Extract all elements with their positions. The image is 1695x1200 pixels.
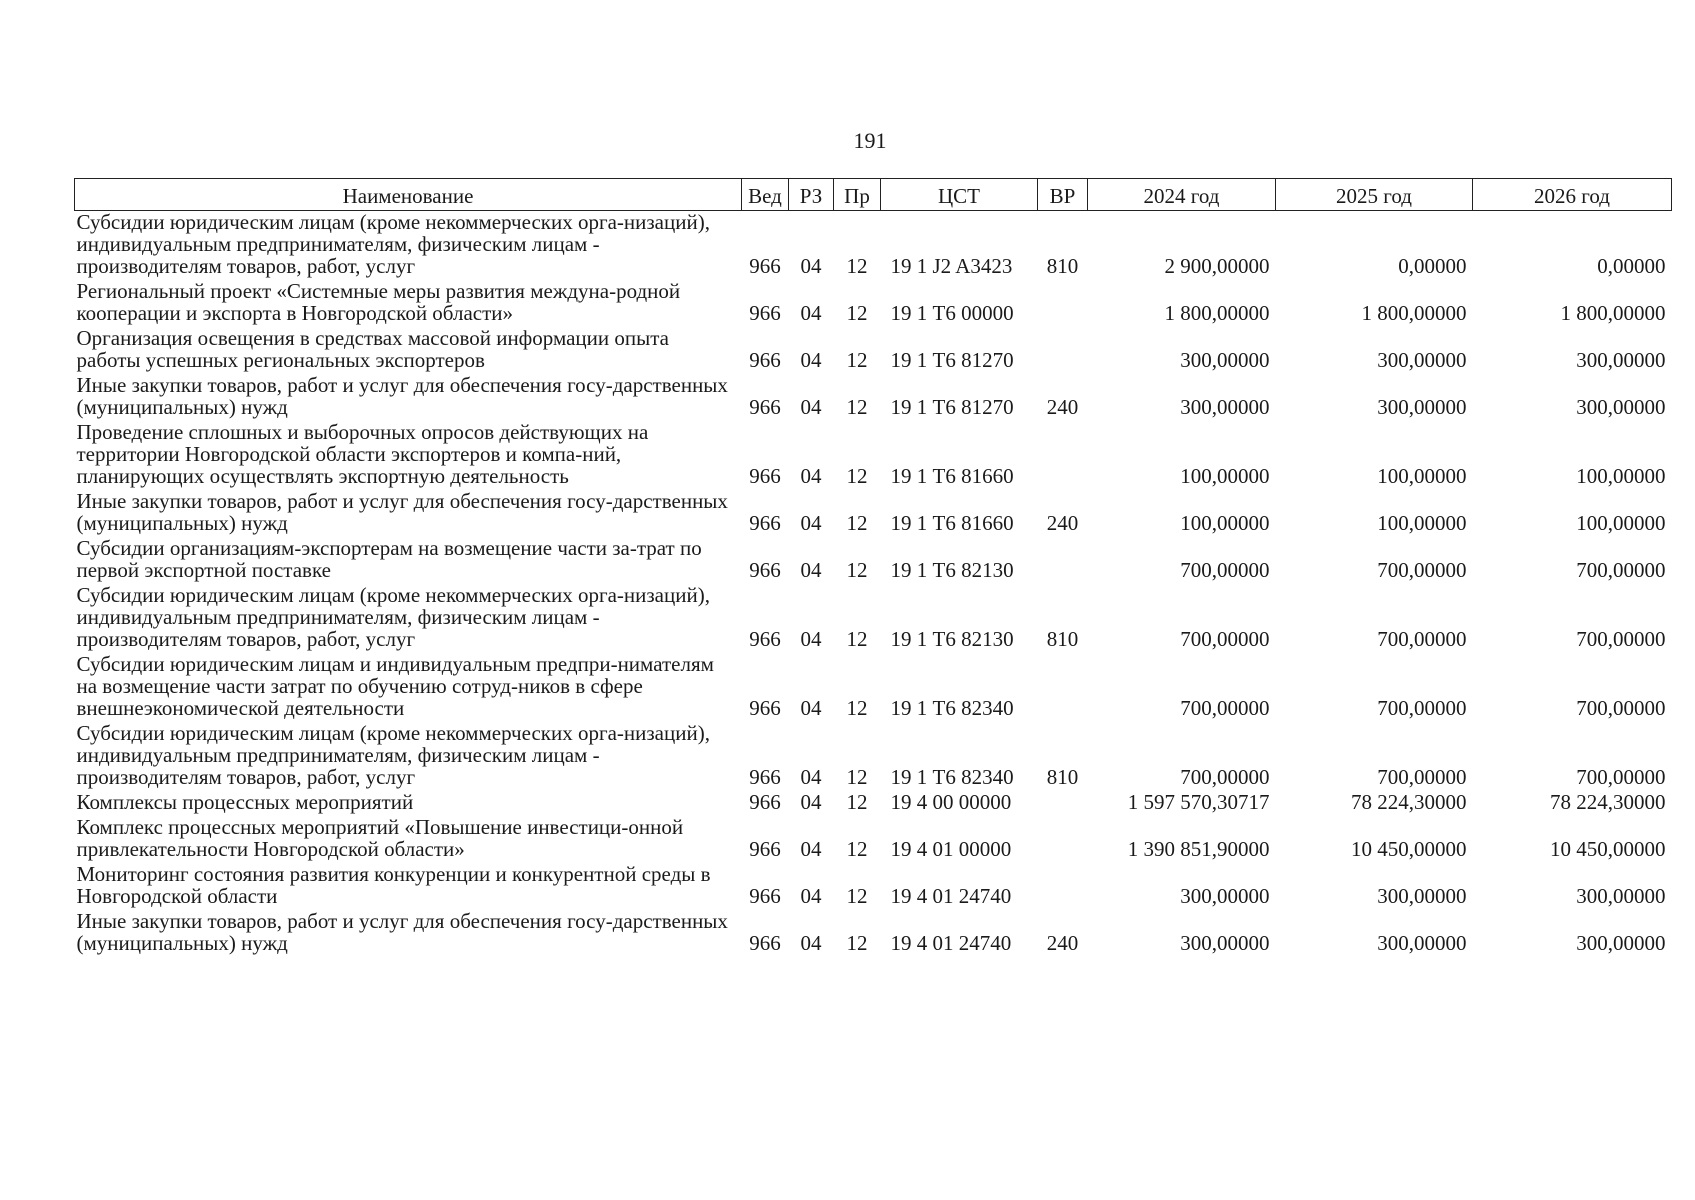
row-pr: 12 bbox=[846, 254, 868, 278]
row-2024: 300,00000 bbox=[1180, 884, 1270, 908]
row-2024: 100,00000 bbox=[1180, 464, 1270, 488]
table-row bbox=[75, 421, 1672, 490]
row-2024: 1 390 851,90000 bbox=[1127, 837, 1270, 861]
row-2024: 700,00000 bbox=[1180, 627, 1270, 651]
row-2024: 700,00000 bbox=[1180, 696, 1270, 720]
row-vr: 240 bbox=[1046, 511, 1079, 535]
row-vr bbox=[1038, 816, 1088, 863]
row-name: Комплекс процессных мероприятий «Повышение инвестици-онной привлекательности Новгородской области» bbox=[76, 815, 684, 861]
table-row bbox=[75, 211, 1672, 281]
row-pr: 12 bbox=[846, 464, 868, 488]
page-number: 191 bbox=[853, 128, 887, 153]
col-header-name: Наименование bbox=[75, 179, 742, 211]
row-2025: 1 800,00000 bbox=[1361, 301, 1467, 325]
row-2026: 300,00000 bbox=[1576, 884, 1666, 908]
row-rz: 04 bbox=[800, 395, 822, 419]
row-name: Субсидии юридическим лицам (кроме некоммерческих орга-низаций), индивидуальным предпринимателям, физическим лицам - производителям товаров, работ, услуг bbox=[76, 583, 710, 651]
row-rz: 04 bbox=[800, 301, 822, 325]
col-header-pr: Пр bbox=[834, 179, 881, 211]
row-2025: 700,00000 bbox=[1377, 696, 1467, 720]
row-vr: 810 bbox=[1046, 627, 1079, 651]
row-ved: 966 bbox=[749, 790, 781, 814]
table-row bbox=[75, 722, 1672, 791]
table-row bbox=[75, 863, 1672, 910]
row-2024: 100,00000 bbox=[1180, 511, 1270, 535]
row-2026: 300,00000 bbox=[1576, 931, 1666, 955]
row-ved: 966 bbox=[749, 696, 781, 720]
col-header-2025: 2025 год bbox=[1276, 179, 1473, 211]
row-name: Комплексы процессных мероприятий bbox=[76, 790, 414, 814]
row-pr: 12 bbox=[846, 696, 868, 720]
row-2025: 10 450,00000 bbox=[1351, 837, 1467, 861]
row-vr bbox=[1038, 863, 1088, 910]
row-ved: 966 bbox=[749, 254, 781, 278]
row-cst: 19 4 01 24740 bbox=[890, 931, 1012, 955]
row-cst: 19 1 Т6 81660 bbox=[890, 464, 1014, 488]
row-2024: 300,00000 bbox=[1180, 931, 1270, 955]
row-cst: 19 1 Т6 82130 bbox=[890, 627, 1014, 651]
row-rz: 04 bbox=[800, 696, 822, 720]
row-2025: 300,00000 bbox=[1377, 395, 1467, 419]
col-header-2026: 2026 год bbox=[1473, 179, 1672, 211]
row-ved: 966 bbox=[749, 837, 781, 861]
row-name: Субсидии юридическим лицам (кроме некоммерческих орга-низаций), индивидуальным предпринимателям, физическим лицам - производителям товаров, работ, услуг bbox=[76, 210, 710, 278]
row-vr: 810 bbox=[1046, 254, 1079, 278]
row-2026: 1 800,00000 bbox=[1560, 301, 1666, 325]
row-cst: 19 4 00 00000 bbox=[890, 790, 1012, 814]
row-vr bbox=[1038, 327, 1088, 374]
row-name: Мониторинг состояния развития конкуренции и конкурентной среды в Новгородской области bbox=[76, 862, 711, 908]
table-row bbox=[75, 653, 1672, 722]
row-rz: 04 bbox=[800, 464, 822, 488]
row-2024: 1 800,00000 bbox=[1164, 301, 1270, 325]
row-name: Иные закупки товаров, работ и услуг для обеспечения госу-дарственных (муниципальных) нужд bbox=[76, 909, 728, 955]
row-2026: 300,00000 bbox=[1576, 395, 1666, 419]
table-row bbox=[75, 584, 1672, 653]
row-name: Иные закупки товаров, работ и услуг для обеспечения госу-дарственных (муниципальных) нужд bbox=[76, 373, 728, 419]
row-ved: 966 bbox=[749, 627, 781, 651]
table-header-row bbox=[75, 179, 1672, 211]
row-2024: 1 597 570,30717 bbox=[1127, 790, 1270, 814]
row-vr bbox=[1038, 280, 1088, 327]
row-pr: 12 bbox=[846, 348, 868, 372]
row-ved: 966 bbox=[749, 884, 781, 908]
table-row bbox=[75, 374, 1672, 421]
row-2026: 10 450,00000 bbox=[1550, 837, 1666, 861]
row-vr bbox=[1038, 537, 1088, 584]
row-2024: 700,00000 bbox=[1180, 558, 1270, 582]
table-body bbox=[75, 211, 1672, 958]
row-pr: 12 bbox=[846, 511, 868, 535]
table-row bbox=[75, 910, 1672, 957]
row-rz: 04 bbox=[800, 558, 822, 582]
row-cst: 19 1 Т6 00000 bbox=[890, 301, 1014, 325]
col-header-rz: РЗ bbox=[789, 179, 834, 211]
row-cst: 19 1 Т6 81270 bbox=[890, 348, 1014, 372]
row-2026: 700,00000 bbox=[1576, 765, 1666, 789]
row-2025: 78 224,30000 bbox=[1351, 790, 1467, 814]
row-vr: 240 bbox=[1046, 931, 1079, 955]
row-2026: 700,00000 bbox=[1576, 696, 1666, 720]
row-rz: 04 bbox=[800, 254, 822, 278]
row-2025: 0,00000 bbox=[1398, 254, 1467, 278]
row-rz: 04 bbox=[800, 790, 822, 814]
row-name: Региональный проект «Системные меры развития междуна-родной кооперации и экспорта в Новгородской области» bbox=[76, 279, 681, 325]
row-rz: 04 bbox=[800, 884, 822, 908]
row-name: Субсидии юридическим лицам и индивидуальным предпри-нимателям на возмещение части затрат по обучению сотруд-ников в сфере внешнеэкономической деятельности bbox=[76, 652, 714, 720]
row-vr bbox=[1038, 421, 1088, 490]
row-2025: 300,00000 bbox=[1377, 348, 1467, 372]
row-2026: 0,00000 bbox=[1597, 254, 1666, 278]
row-cst: 19 4 01 24740 bbox=[890, 884, 1012, 908]
row-cst: 19 4 01 00000 bbox=[890, 837, 1012, 861]
row-vr: 240 bbox=[1046, 395, 1079, 419]
row-2024: 700,00000 bbox=[1180, 765, 1270, 789]
row-cst: 19 1 Т6 82340 bbox=[890, 765, 1014, 789]
row-name: Иные закупки товаров, работ и услуг для обеспечения госу-дарственных (муниципальных) нужд bbox=[76, 489, 728, 535]
row-ved: 966 bbox=[749, 558, 781, 582]
table-row bbox=[75, 280, 1672, 327]
row-2025: 300,00000 bbox=[1377, 884, 1467, 908]
table-row bbox=[75, 490, 1672, 537]
row-pr: 12 bbox=[846, 558, 868, 582]
row-vr: 810 bbox=[1046, 765, 1079, 789]
row-pr: 12 bbox=[846, 395, 868, 419]
row-2025: 700,00000 bbox=[1377, 765, 1467, 789]
row-2025: 700,00000 bbox=[1377, 627, 1467, 651]
row-2025: 100,00000 bbox=[1377, 511, 1467, 535]
row-2025: 100,00000 bbox=[1377, 464, 1467, 488]
table-row bbox=[75, 537, 1672, 584]
row-ved: 966 bbox=[749, 464, 781, 488]
table-row bbox=[75, 327, 1672, 374]
row-name: Проведение сплошных и выборочных опросов действующих на территории Новгородской области экспортеров и компа-ний, планирующих осуществлять экспортную деятельность bbox=[76, 420, 649, 488]
row-pr: 12 bbox=[846, 301, 868, 325]
row-2026: 100,00000 bbox=[1576, 511, 1666, 535]
row-pr: 12 bbox=[846, 765, 868, 789]
row-2024: 2 900,00000 bbox=[1164, 254, 1270, 278]
row-ved: 966 bbox=[749, 395, 781, 419]
row-pr: 12 bbox=[846, 837, 868, 861]
row-name: Субсидии организациям-экспортерам на возмещение части за-трат по первой экспортной поставке bbox=[76, 536, 702, 582]
col-header-2024: 2024 год bbox=[1088, 179, 1276, 211]
row-pr: 12 bbox=[846, 931, 868, 955]
row-2024: 300,00000 bbox=[1180, 348, 1270, 372]
row-rz: 04 bbox=[800, 931, 822, 955]
row-2026: 300,00000 bbox=[1576, 348, 1666, 372]
row-ved: 966 bbox=[749, 301, 781, 325]
row-rz: 04 bbox=[800, 837, 822, 861]
row-ved: 966 bbox=[749, 511, 781, 535]
col-header-cst: ЦСТ bbox=[881, 179, 1038, 211]
row-ved: 966 bbox=[749, 931, 781, 955]
row-ved: 966 bbox=[749, 348, 781, 372]
row-vr bbox=[1038, 791, 1088, 816]
row-2026: 700,00000 bbox=[1576, 627, 1666, 651]
row-name: Субсидии юридическим лицам (кроме некоммерческих орга-низаций), индивидуальным предпринимателям, физическим лицам - производителям товаров, работ, услуг bbox=[76, 721, 710, 789]
row-2025: 300,00000 bbox=[1377, 931, 1467, 955]
row-cst: 19 1 J2 A3423 bbox=[890, 254, 1013, 278]
row-rz: 04 bbox=[800, 627, 822, 651]
table-row bbox=[75, 791, 1672, 816]
row-pr: 12 bbox=[846, 790, 868, 814]
row-2026: 100,00000 bbox=[1576, 464, 1666, 488]
row-2026: 700,00000 bbox=[1576, 558, 1666, 582]
budget-table bbox=[74, 178, 1672, 957]
row-2026: 78 224,30000 bbox=[1550, 790, 1666, 814]
row-2025: 700,00000 bbox=[1377, 558, 1467, 582]
row-pr: 12 bbox=[846, 884, 868, 908]
row-rz: 04 bbox=[800, 348, 822, 372]
row-cst: 19 1 Т6 81660 bbox=[890, 511, 1014, 535]
row-cst: 19 1 Т6 81270 bbox=[890, 395, 1014, 419]
row-cst: 19 1 Т6 82130 bbox=[890, 558, 1014, 582]
col-header-vr: ВР bbox=[1038, 179, 1088, 211]
row-2024: 300,00000 bbox=[1180, 395, 1270, 419]
row-ved: 966 bbox=[749, 765, 781, 789]
col-header-ved: Вед bbox=[742, 179, 789, 211]
row-pr: 12 bbox=[846, 627, 868, 651]
table-row bbox=[75, 816, 1672, 863]
row-name: Организация освещения в средствах массовой информации опыта работы успешных региональных экспортеров bbox=[76, 326, 670, 372]
row-rz: 04 bbox=[800, 765, 822, 789]
row-cst: 19 1 Т6 82340 bbox=[890, 696, 1014, 720]
row-vr bbox=[1038, 653, 1088, 722]
row-rz: 04 bbox=[800, 511, 822, 535]
